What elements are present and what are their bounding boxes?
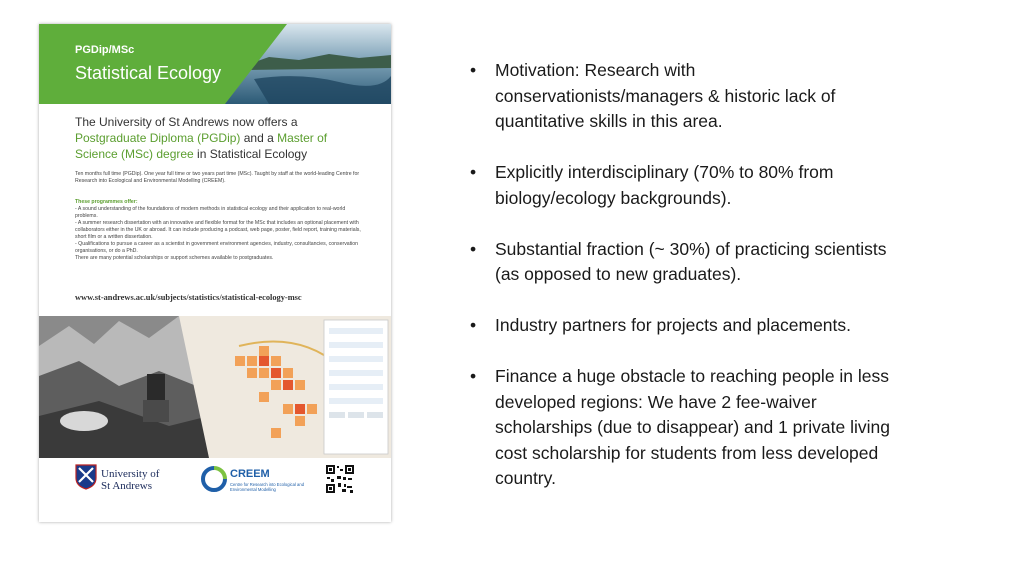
intro-master: Master of Science (MSc) degree [75,131,328,161]
offer-item: - A sound understanding of the foundations of modern methods in statistical ecology and their application to real-world problems. [75,206,346,219]
poster-header [39,24,391,104]
offer-item-text: Qualifications to pursue a career as a scientist in government environment agencies, industry, consultancies, conservation organisations, or do a PhD. [75,241,359,254]
poster-offer [75,199,365,262]
bullet-item: • Explicitly interdisciplinary (70% to 80% from biology/ecology backgrounds). [470,160,890,211]
university-name-line1: University of [101,468,160,480]
university-crest-icon [75,464,97,490]
university-name-line2: St Andrews [101,480,153,492]
bullet-item: • Industry partners for projects and placements. [470,313,890,339]
bullet-item: • Finance a huge obstacle to reaching people in less developed regions: We have 2 fee-waiver scholarships (due to disappear) and 1 private living cost scholarship for students from less developed country. [470,364,890,492]
scholarships-note: There are many potential scholarships or support schemes available to postgraduates. [75,255,274,261]
creem-subtitle: Centre for Research into Ecological and Environmental Modelling [230,482,305,492]
offer-item-text: A sound understanding of the foundations of modern methods in statistical ecology and their application to real-world problems. [75,206,346,219]
poster-duration: Ten months full time (PGDip). One year full time or two years part time (MSc). Taught by staff at the world-leading Centre for Research into Ecological and Environmental Modelling (CREEM). [75,171,360,184]
intro-text-3: in Statistical Ecology [193,147,308,161]
bullet-item: • Motivation: Research with conservationists/managers & historic lack of quantitative skills in this area. [470,58,890,135]
intro-text-2: and a [240,131,278,145]
offer-heading: These programmes offer: [75,199,138,205]
bullet-list [470,58,890,517]
poster-kicker: PGDip/MSc [75,44,135,56]
bullet-item: • Substantial fraction (~ 30%) of practicing scientists (as opposed to new graduates). [470,237,890,288]
poster-logos [39,458,391,522]
poster-photo-map [39,316,391,458]
offer-item: - A summer research dissertation with an innovative and flexible format for the MSc that includes an optional placement with collaborators either in the UK or abroad. It can include producing a podcast, web page, poster, field report, training materials, short film or a written dissertation. [75,220,361,240]
qr-code-icon [325,464,355,494]
intro-pgdip: Postgraduate Diploma (PGDip) [75,131,241,145]
poster-intro [75,114,355,162]
offer-item-text: A summer research dissertation with an innovative and flexible format for the MSc that includes an optional placement with collaborators either in the UK or abroad. It can include producing a podcast, web page, poster, field report, training materials, short film or a written dissertation. [75,220,361,240]
poster-title: Statistical Ecology [75,63,222,83]
intro-text-1: The University of St Andrews now offers a [75,115,298,129]
university-name [101,468,159,492]
creem-name: CREEM [230,468,270,480]
creem-logo-icon [201,466,227,492]
programme-poster [39,24,391,522]
poster-url: www.st-andrews.ac.uk/subjects/statistics/statistical-ecology-msc [75,293,302,302]
offer-item: - Qualifications to pursue a career as a scientist in government environment agencies, industry, consultancies, conservation organisations, or do a PhD. [75,241,359,254]
